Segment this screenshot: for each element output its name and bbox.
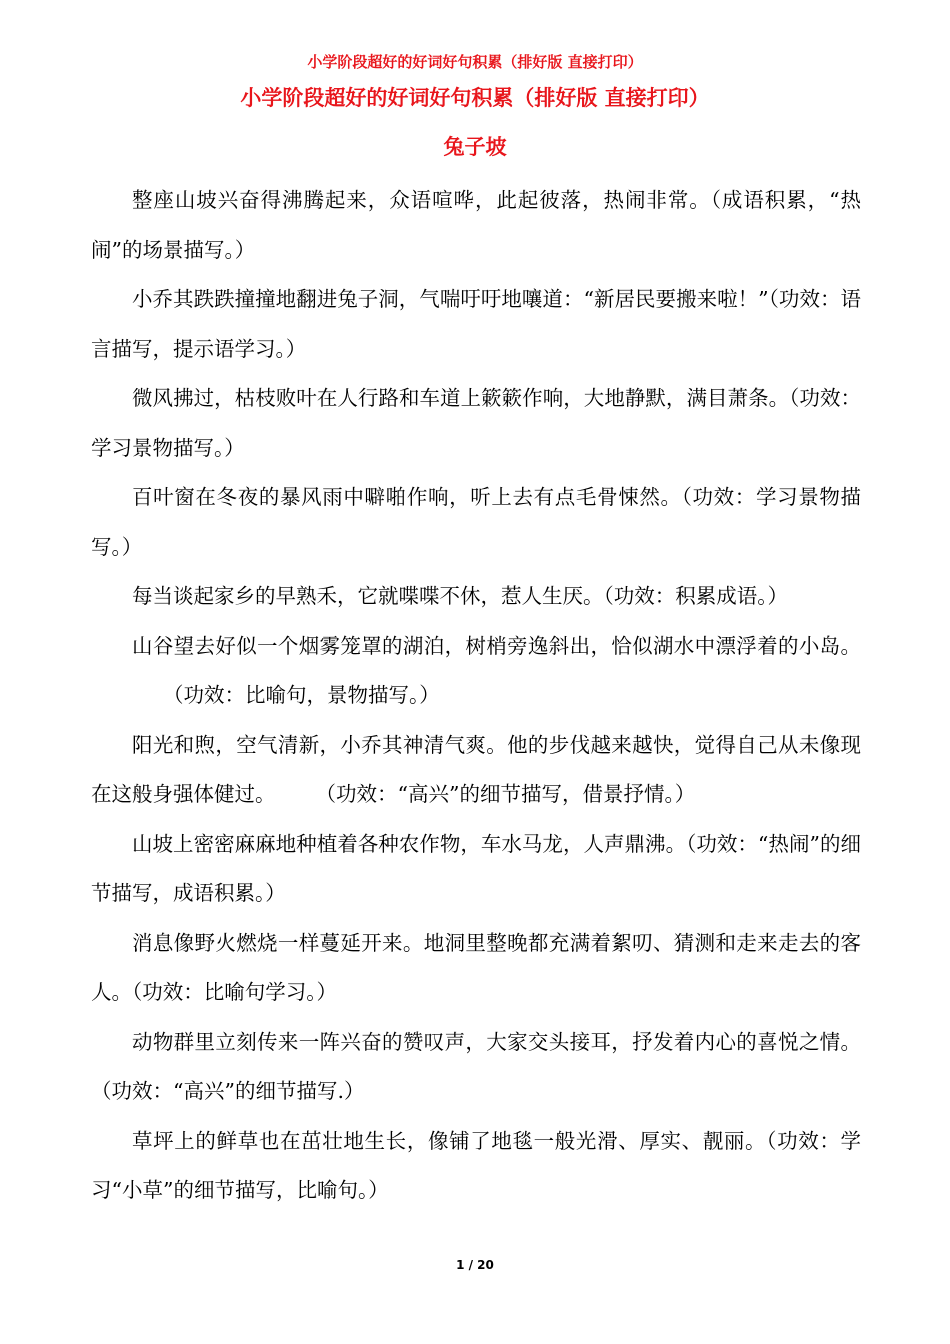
document-body — [91, 176, 861, 1216]
paragraph: 消息像野火燃烧一样蔓延开来。地洞里整晚都充满着絮叨、猜测和走来走去的客人。（功效：比喻句学习。） — [91, 930, 861, 1004]
paragraph-text: 山谷望去好似一个烟雾笼罩的湖泊，树梢旁逸斜出，恰似湖水中漂浮着的小岛。 — [132, 633, 861, 658]
section-title: 兔子坡 — [443, 135, 507, 159]
document-title: 小学阶段超好的好词好句积累（排好版 直接打印） — [240, 86, 710, 110]
paragraph: 草坪上的鲜草也在茁壮地生长，像铺了地毯一般光滑、厚实、靓丽。（功效：学习“小草”的细节描写，比喻句。） — [91, 1128, 861, 1202]
running-header: 小学阶段超好的好词好句积累（排好版 直接打印） — [307, 53, 643, 71]
paragraph — [91, 622, 861, 721]
paragraph-text: 阳光和煦，空气清新，小乔其神清气爽。他的步伐越来越快，觉得自己从未像现在这般身强体健过。 — [91, 732, 861, 806]
paragraph — [91, 721, 861, 820]
paragraph-note: （功效：比喻句，景物描写。） — [163, 683, 440, 707]
page-number: 1 / 20 — [456, 1258, 494, 1272]
paragraph: 小乔其跌跌撞撞地翻进兔子洞，气喘吁吁地嚷道：“新居民要搬来啦！”（功效：语言描写，提示语学习。） — [91, 287, 861, 361]
paragraph: 微风拂过，枯枝败叶在人行路和车道上簌簌作响，大地静默，满目萧条。（功效：学习景物描写。） — [91, 386, 861, 460]
paragraph: 整座山坡兴奋得沸腾起来，众语喧哗，此起彼落，热闹非常。（成语积累，“热闹”的场景描写。） — [91, 188, 861, 262]
paragraph-note: （功效：“高兴”的细节描写，借景抒情。） — [315, 782, 696, 806]
paragraph: 动物群里立刻传来一阵兴奋的赞叹声，大家交头接耳，抒发着内心的喜悦之情。（功效：“高兴”的细节描写.） — [91, 1029, 861, 1103]
paragraph: 百叶窗在冬夜的暴风雨中噼啪作响，听上去有点毛骨悚然。（功效：学习景物描写。） — [91, 485, 861, 559]
paragraph: 每当谈起家乡的早熟禾，它就喋喋不休，惹人生厌。（功效：积累成语。） — [132, 584, 788, 608]
paragraph: 山坡上密密麻麻地种植着各种农作物，车水马龙，人声鼎沸。（功效：“热闹”的细节描写，成语积累。） — [91, 831, 861, 905]
